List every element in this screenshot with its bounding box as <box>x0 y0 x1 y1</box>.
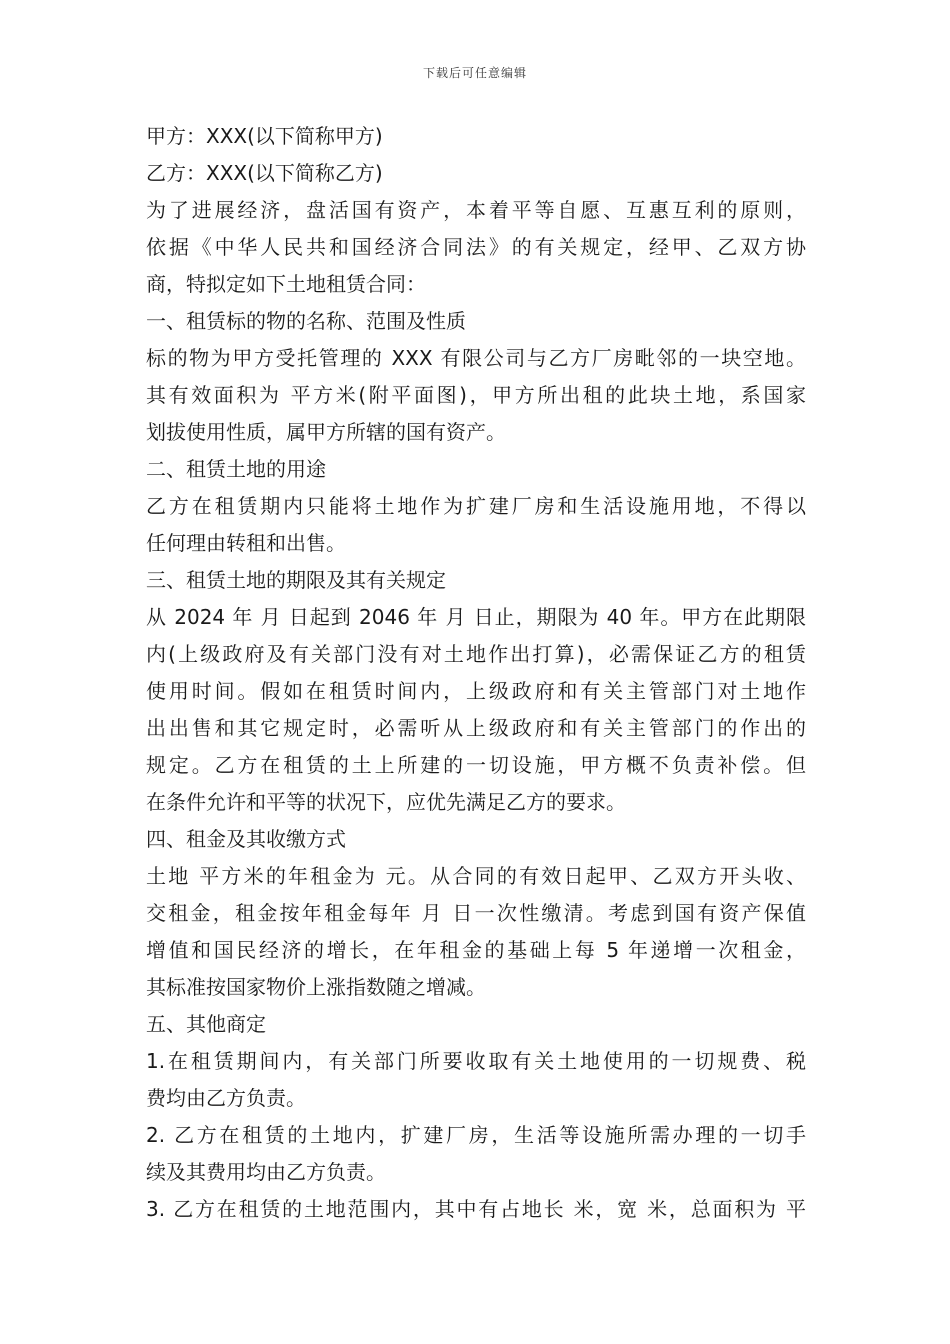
text-line: 依据《中华人民共和国经济合同法》的有关规定，经甲、乙双方协 <box>146 235 806 259</box>
text-line: 乙方在租赁期内只能将土地作为扩建厂房和生活设施用地，不得以 <box>146 494 806 518</box>
text-line: 增值和国民经济的增长，在年租金的基础上每 5 年递增一次租金， <box>146 938 806 962</box>
text-line: 使用时间。假如在租赁时间内，上级政府和有关主管部门对土地作 <box>146 679 806 703</box>
text-line: 商，特拟定如下土地租赁合同： <box>146 272 426 296</box>
text-line: 标的物为甲方受托管理的 XXX 有限公司与乙方厂房毗邻的一块空地。 <box>146 346 806 370</box>
text-line: 其有效面积为 平方米(附平面图)，甲方所出租的此块土地，系国家 <box>146 383 806 407</box>
text-line: 费均由乙方负责。 <box>146 1086 306 1110</box>
text-line: 在条件允许和平等的状况下，应优先满足乙方的要求。 <box>146 790 626 814</box>
text-line: 划拔使用性质，属甲方所辖的国有资产。 <box>146 420 506 444</box>
text-line: 乙方：XXX(以下简称乙方) <box>146 161 383 185</box>
text-line: 2. 乙方在租赁的土地内，扩建厂房，生活等设施所需办理的一切手 <box>146 1123 806 1147</box>
contract-body <box>146 118 811 1228</box>
text-line: 四、租金及其收缴方式 <box>146 827 346 851</box>
text-line: 内(上级政府及有关部门没有对土地作出打算)，必需保证乙方的租赁 <box>146 642 806 666</box>
text-line: 规定。乙方在租赁的土上所建的一切设施，甲方概不负责补偿。但 <box>146 753 806 777</box>
text-line: 一、租赁标的物的名称、范围及性质 <box>146 309 466 333</box>
text-line: 为了进展经济，盘活国有资产，本着平等自愿、互惠互利的原则， <box>146 198 806 222</box>
text-line: 从 2024 年 月 日起到 2046 年 月 日止，期限为 40 年。甲方在此期限 <box>146 605 806 629</box>
text-line: 五、其他商定 <box>146 1012 266 1036</box>
text-line: 3. 乙方在租赁的土地范围内，其中有占地长 米，宽 米，总面积为 平 <box>146 1197 806 1221</box>
text-line: 任何理由转租和出售。 <box>146 531 346 555</box>
page-header-note: 下载后可任意编辑 <box>422 66 527 80</box>
text-line: 交租金，租金按年租金每年 月 日一次性缴清。考虑到国有资产保值 <box>146 901 806 925</box>
text-line: 土地 平方米的年租金为 元。从合同的有效日起甲、乙双方开头收、 <box>146 864 806 888</box>
text-line: 续及其费用均由乙方负责。 <box>146 1160 386 1184</box>
text-line: 1.在租赁期间内，有关部门所要收取有关土地使用的一切规费、税 <box>146 1049 806 1073</box>
text-line: 二、租赁土地的用途 <box>146 457 326 481</box>
text-line: 甲方：XXX(以下简称甲方) <box>146 124 383 148</box>
text-line: 出出售和其它规定时，必需听从上级政府和有关主管部门的作出的 <box>146 716 806 740</box>
text-line: 其标准按国家物价上涨指数随之增减。 <box>146 975 486 999</box>
text-line: 三、租赁土地的期限及其有关规定 <box>146 568 446 592</box>
